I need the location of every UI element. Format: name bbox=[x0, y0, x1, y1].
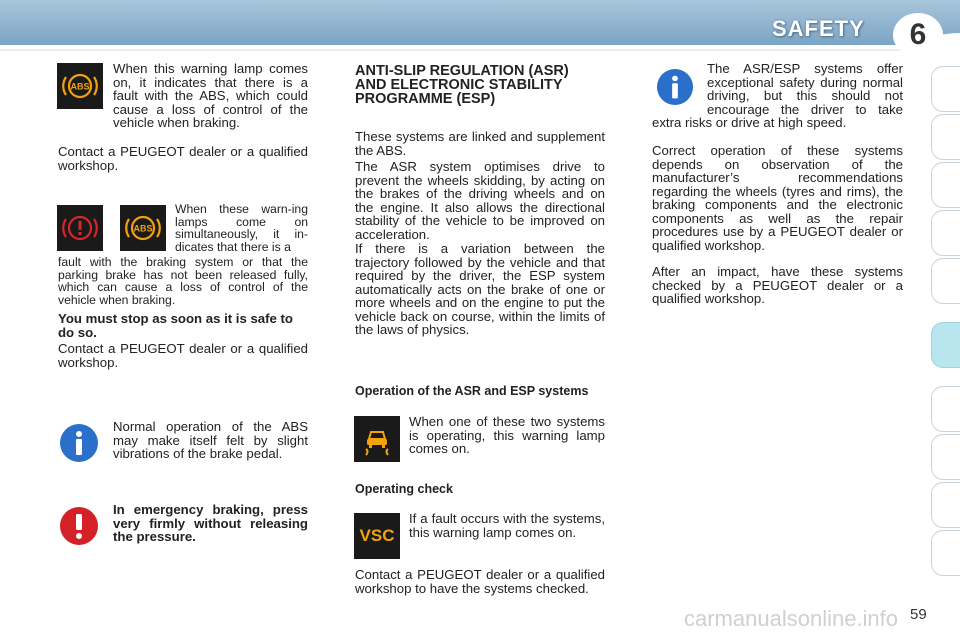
section-heading: ANTI-SLIP REGULATION (ASR) AND ELECTRONIC STABILITY PROGRAMME (ESP) bbox=[355, 63, 569, 107]
operating-check-heading: Operating check bbox=[355, 482, 453, 496]
chapter-tab[interactable] bbox=[931, 386, 960, 432]
dual-warning-text-rest: fault with the braking system or that the parking brake has not been released fully, which can cause a loss of control of the vehicle when braking. bbox=[58, 255, 308, 307]
must-stop-text: You must stop as soon as it is safe to do so. bbox=[58, 311, 293, 340]
chapter-tab[interactable] bbox=[931, 66, 960, 112]
operating-check-text: If a fault occurs with the systems, this warning lamp comes on. bbox=[409, 511, 605, 540]
chapter-number: 6 bbox=[893, 13, 943, 57]
esp-active-lamp bbox=[354, 416, 400, 462]
dual-contact-text: Contact a PEUGEOT dealer or a qualified workshop. bbox=[58, 341, 308, 370]
esp-description: If there is a variation between the trajectory followed by the vehicle and that required by the driver, the ESP system automatically acts on the brake of one or more wheels and on the engine to put the vehicle back on course, within the limits of the laws of physics. bbox=[355, 241, 605, 337]
operation-heading: Operation of the ASR and ESP systems bbox=[355, 384, 589, 398]
skid-car-icon bbox=[357, 419, 397, 459]
chapter-tab[interactable] bbox=[931, 210, 960, 256]
abs-warning-text: When this warning lamp comes on, it indicates that there is a fault with the ABS, which could cause a loss of control of the vehicle when braking. bbox=[113, 61, 308, 130]
chapter-tab[interactable] bbox=[931, 434, 960, 480]
abs-contact-text: Contact a PEUGEOT dealer or a qualified workshop. bbox=[58, 144, 308, 173]
chapter-tab[interactable] bbox=[931, 258, 960, 304]
abs-icon bbox=[60, 66, 100, 106]
watermark: carmanualsonline.info bbox=[684, 606, 899, 631]
asr-esp-intro: These systems are linked and supplement the ABS. bbox=[355, 129, 605, 158]
asr-esp-info-text bbox=[652, 62, 903, 130]
chapter-tab[interactable] bbox=[931, 482, 960, 528]
chapter-tabs bbox=[928, 66, 960, 576]
vsc-warning-lamp bbox=[354, 513, 400, 559]
page-number: 59 bbox=[910, 606, 927, 623]
abs-warning-lamp-2 bbox=[120, 205, 166, 251]
abs-info-text: Normal operation of the ABS may make itself felt by slight vibrations of the brake pedal. bbox=[113, 419, 308, 461]
correct-operation-text: Correct operation of these systems depends on observation of the manufacturer’s recommendations regarding the wheels (tyres and rims), the braking components and the electronic components as well as the repair procedures use by a PEUGEOT dealer or qualified workshop. bbox=[652, 143, 903, 253]
final-contact-text: Contact a PEUGEOT dealer or a qualified workshop to have the systems checked. bbox=[355, 567, 605, 596]
vsc-label: VSC bbox=[359, 526, 395, 545]
abs-warning-lamp bbox=[57, 63, 103, 109]
brake-warning-lamp bbox=[57, 205, 103, 251]
abs-lamp-label: ABS bbox=[70, 81, 90, 92]
asr-description: The ASR system optimises drive to prevent the wheels skidding, by acting on the brakes of the driving wheels and on the engine. It also allows the directional stability of the vehicle to be improved on acceleration. bbox=[355, 159, 605, 242]
chapter-tab[interactable] bbox=[931, 114, 960, 160]
chapter-tab[interactable] bbox=[931, 530, 960, 576]
asr-esp-info-content: The ASR/ESP systems offer exceptional safety during normal driving, but this should not encourage the driver to take extra risks or drive at high speed. bbox=[652, 61, 903, 130]
abs-lamp-label: ABS bbox=[133, 223, 153, 234]
brake-icon bbox=[60, 208, 100, 248]
header-banner bbox=[0, 0, 960, 52]
operation-text: When one of these two systems is operating, this warning lamp comes on. bbox=[409, 414, 605, 456]
page-title: SAFETY bbox=[772, 16, 865, 41]
info-icon bbox=[59, 423, 99, 468]
warning-icon bbox=[59, 506, 99, 551]
chapter-tab-active[interactable] bbox=[931, 322, 960, 368]
chapter-tab[interactable] bbox=[931, 162, 960, 208]
after-impact-text: After an impact, have these systems checked by a PEUGEOT dealer or a qualified workshop. bbox=[652, 264, 903, 306]
abs-icon bbox=[123, 208, 163, 248]
emergency-braking-text: In emergency braking, press very firmly without releasing the pressure. bbox=[113, 502, 308, 544]
dual-warning-text-top: When these warn-ing lamps come on simultaneously, it in-dicates that there is a bbox=[175, 202, 308, 254]
